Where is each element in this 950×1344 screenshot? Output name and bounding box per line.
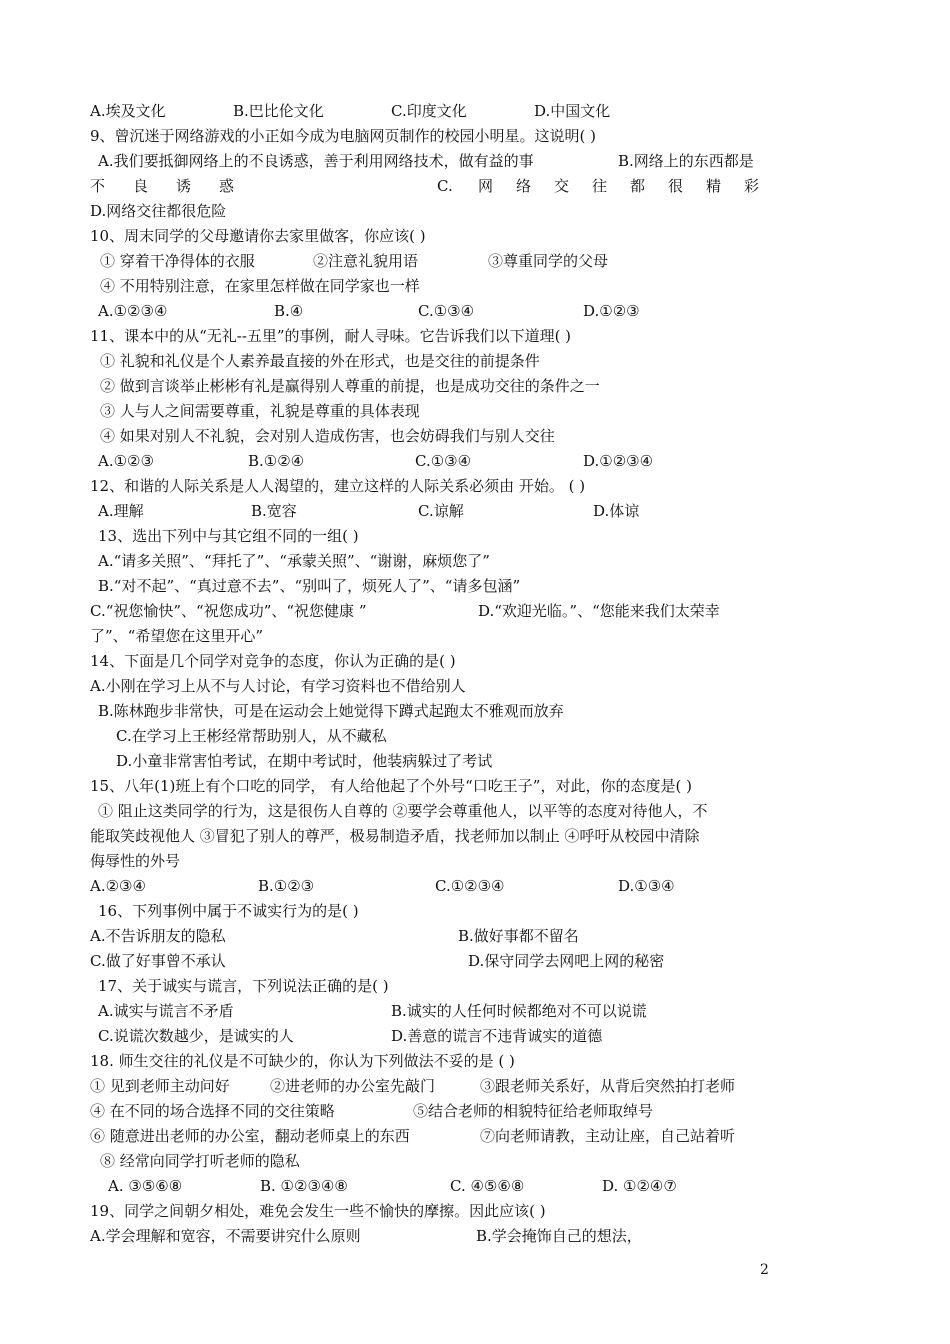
question-11: 11、课本中的从“无礼--五里”的事例，耐人寻味。它告诉我们以下道理( ) (90, 327, 572, 345)
question-17: 17、关于诚实与谎言，下列说法正确的是( ) (98, 977, 389, 995)
option-c: C.谅解 (418, 502, 464, 520)
option-b: B.网络上的东西都是 (618, 152, 754, 170)
option-c: C. ④⑤⑥⑧ (450, 1177, 525, 1195)
question-13: 13、选出下列中与其它组不同的一组( ) (98, 527, 359, 545)
option-b: B.学会掩饰自己的想法， (476, 1227, 642, 1245)
question-9: 9、曾沉迷于网络游戏的小正如今成为电脑网页制作的校园小明星。这说明( ) (90, 127, 597, 145)
statements-q15-cont: 能取笑歧视他人 ③冒犯了别人的尊严，极易制造矛盾，找老师加以制止 ④呼吁从校园中清除 (90, 827, 700, 845)
spread-char: 诱 (176, 177, 192, 195)
option-c: C.印度文化 (391, 102, 467, 120)
statement: ⑥ 随意进出老师的办公室，翻动老师桌上的东西 (90, 1127, 410, 1145)
spread-char: 网 (478, 177, 494, 195)
option-c: C.说谎次数越少，是诚实的人 (98, 1027, 294, 1045)
question-12: 12、和谐的人际关系是人人渴望的，建立这样的人际关系必须由 开始。 ( ) (90, 477, 586, 495)
option-b: B. ①②③④⑧ (260, 1177, 348, 1195)
option-d: D.①②③ (583, 302, 640, 320)
option-a: A.理解 (98, 502, 144, 520)
statement: ⑤结合老师的相貌特征给老师取绰号 (413, 1102, 654, 1120)
statement-q10-4: ④ 不用特别注意，在家里怎样做在同学家也一样 (100, 277, 420, 295)
option-a: A.②③④ (90, 877, 146, 895)
option-a-q14: A.小刚在学习上从不与人讨论，有学习资料也不借给别人 (90, 677, 466, 695)
option-c: C.①③④ (415, 452, 472, 470)
option-d: D. ①②④⑦ (602, 1177, 677, 1195)
option-c: C.①③④ (418, 302, 475, 320)
option-b-q14: B.陈林跑步非常快，可是在运动会上她觉得下蹲式起跑太不雅观而放弃 (98, 702, 564, 720)
statement: ⑦向老师请教，主动让座，自己站着听 (480, 1127, 736, 1145)
option-d-q9: D.网络交往都很危险 (90, 202, 227, 220)
question-15: 15、八年(1)班上有个口吃的同学， 有人给他起了个外号“口吃王子”，对此，你的态度是( ) (90, 777, 692, 795)
option-b: B.诚实的人任何时候都绝对不可以说谎 (391, 1002, 647, 1020)
statement: ② 做到言谈举止彬彬有礼是赢得别人尊重的前提，也是成功交往的条件之一 (100, 377, 600, 395)
statement: ③跟老师关系好，从背后突然拍打老师 (480, 1077, 736, 1095)
option-d: D.①③④ (618, 877, 675, 895)
option-a-q13: A.“请多关照”、“拜托了”、“承蒙关照”、“谢谢，麻烦您了” (98, 552, 490, 570)
option-b-q13: B.“对不起”、“真过意不去”、“别叫了，烦死人了”、“请多包涵” (98, 577, 521, 595)
option-c-q14: C.在学习上王彬经常帮助别人，从不藏私 (116, 727, 387, 745)
option-a: A.埃及文化 (90, 102, 166, 120)
statement: ① 穿着干净得体的衣服 (100, 252, 255, 270)
question-10: 10、周末同学的父母邀请你去家里做客，你应该( ) (90, 227, 426, 245)
option-a: A. ③⑤⑥⑧ (108, 1177, 183, 1195)
spread-char: 惑 (219, 177, 235, 195)
statement: ③尊重同学的父母 (488, 252, 609, 270)
statement: ④ 在不同的场合选择不同的交往策略 (90, 1102, 335, 1120)
statement-q18-8: ⑧ 经常向同学打听老师的隐私 (100, 1152, 300, 1170)
spread-char: 良 (133, 177, 149, 195)
option-b: B.做好事都不留名 (458, 927, 579, 945)
question-16: 16、下列事例中属于不诚实行为的是( ) (98, 902, 359, 920)
question-14: 14、下面是几个同学对竞争的态度，你认为正确的是( ) (90, 652, 456, 670)
statements-q15-end: 侮辱性的外号 (90, 852, 181, 870)
option-a: A.不告诉朋友的隐私 (90, 927, 226, 945)
statement: ②进老师的办公室先敲门 (270, 1077, 436, 1095)
option-a: A.①②③ (98, 452, 154, 470)
option-a: A.①②③④ (98, 302, 168, 320)
spread-char: 不 (90, 177, 106, 195)
option-b: B.①②③ (258, 877, 315, 895)
option-c: C.①②③④ (435, 877, 505, 895)
option-d: D.中国文化 (534, 102, 611, 120)
spread-char: 往 (592, 177, 608, 195)
option-b: B.宽容 (251, 502, 297, 520)
spread-char: 彩 (744, 177, 760, 195)
spread-char: C. (437, 177, 453, 195)
question-18: 18. 师生交往的礼仪是不可缺少的，你认为下列做法不妥的是 ( ) (90, 1052, 515, 1070)
spread-char: 精 (706, 177, 722, 195)
option-d: D.“欢迎光临。”、“您能来我们太荣幸 (478, 602, 720, 620)
spread-char: 交 (554, 177, 570, 195)
spread-char: 都 (630, 177, 646, 195)
option-a: A.学会理解和宽容，不需要讲究什么原则 (90, 1227, 361, 1245)
option-c: C.做了好事曾不承认 (90, 952, 226, 970)
question-19: 19、同学之间朝夕相处，难免会发生一些不愉快的摩擦。因此应该( ) (90, 1202, 546, 1220)
option-d: D.保守同学去网吧上网的秘密 (468, 952, 665, 970)
statements-q15: ① 阻止这类同学的行为，这是很伤人自尊的 ②要学会尊重他人，以平等的态度对待他人，不 (98, 802, 708, 820)
statement: ① 见到老师主动问好 (90, 1077, 230, 1095)
statement: ① 礼貌和礼仪是个人素养最直接的外在形式，也是交往的前提条件 (100, 352, 540, 370)
option-d: D.①②③④ (583, 452, 654, 470)
option-b: B.巴比伦文化 (233, 102, 324, 120)
statement: ④ 如果对别人不礼貌，会对别人造成伤害，也会妨碍我们与别人交往 (100, 427, 555, 445)
statement: ②注意礼貌用语 (313, 252, 419, 270)
option-a: A.诚实与谎言不矛盾 (98, 1002, 234, 1020)
page-number: 2 (760, 1262, 769, 1278)
option-d: D.体谅 (593, 502, 640, 520)
spread-char: 很 (668, 177, 684, 195)
option-d-q14: D.小童非常害怕考试，在期中考试时，他装病躲过了考试 (116, 752, 493, 770)
option-b: B.④ (274, 302, 304, 320)
option-d-q13-cont: 了”、“希望您在这里开心” (90, 627, 264, 645)
option-d: D.善意的谎言不违背诚实的道德 (391, 1027, 603, 1045)
option-b: B.①②④ (248, 452, 305, 470)
option-a: A.我们要抵御网络上的不良诱惑，善于利用网络技术，做有益的事 (98, 152, 534, 170)
option-c: C.“祝您愉快”、“祝您成功”、“祝您健康 ” (90, 602, 367, 620)
statement: ③ 人与人之间需要尊重，礼貌是尊重的具体表现 (100, 402, 420, 420)
spread-char: 络 (516, 177, 532, 195)
options-q9-row2 (90, 176, 766, 198)
